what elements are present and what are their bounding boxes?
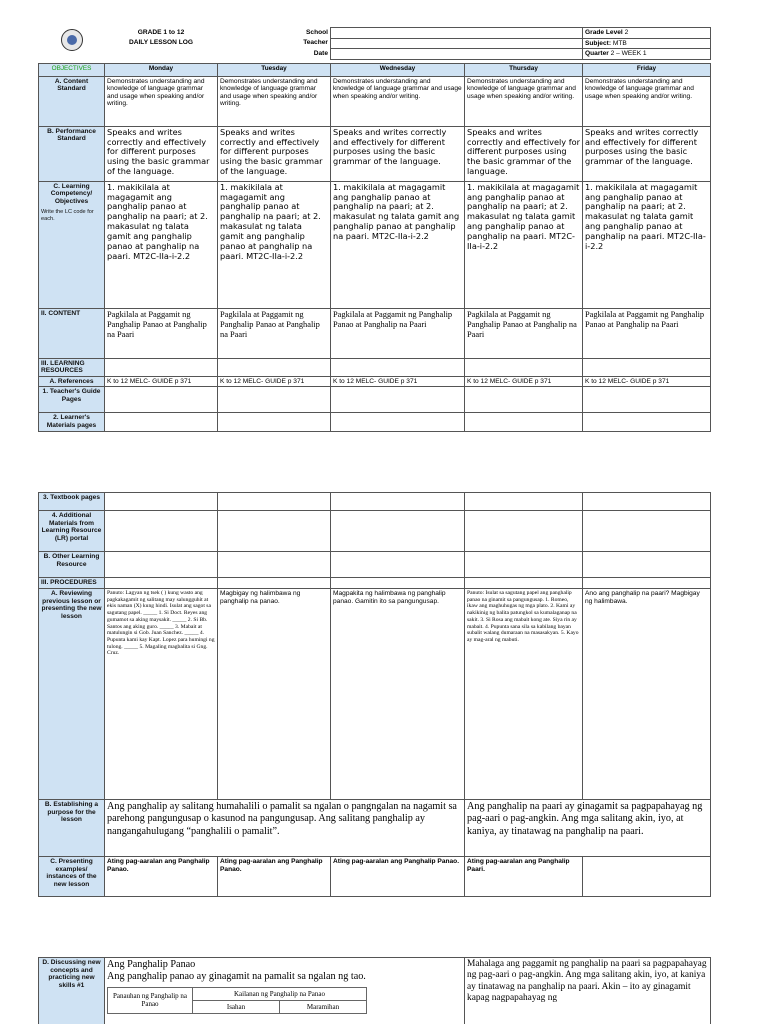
quarter-label: Quarter: [585, 50, 609, 58]
learning-competency-cell: [39, 181, 105, 308]
deped-logo-cell: [39, 28, 105, 64]
day-tuesday: Tuesday: [218, 63, 331, 76]
kailanan-header: Kailanan ng Panghalip na Panao: [193, 987, 367, 1000]
review-thu: Panuto: Isulat sa sagutang papel ang panghalip panao na ginamit sa pangungusap. 1. Romeo, ikaw ang maghuhugas ng mga plato. 2. Kami ay nakikinig ng balita patungkol sa kumalaganap na sakit. 3. Si Rosa ang mabait kong ate. Siya rin ay mabait. 4. Pupunta sana sila sa kabilang bayan subalit walang dumaraan na masasakyan. 5. Kayo ay mag-aral ng mabuti.: [465, 589, 583, 800]
presenting-label: C. Presenting examples/ instances of the new lesson: [39, 857, 105, 897]
deped-seal-icon: [61, 29, 83, 51]
discussing-intro: Ang panghalip panao ay ginagamit na pamalit sa ngalan ng tao.: [107, 971, 366, 983]
objectives-header: OBJECTIVES: [39, 63, 105, 76]
dll-table-part-1: [38, 27, 711, 432]
grade-level-value: 2: [624, 29, 629, 36]
grade-level-row: [583, 28, 711, 39]
competency-thu: 1. makikilala at magagamit ang panghalip panao at panghalip na paari; at 2. makasulat ng talata gamit ang panghalip panao at panghalip na paari. MT2C-IIa-i-2.2: [465, 181, 583, 308]
content-mon: Pagkilala at Paggamit ng Panghalip Panao at Panghalip na Paari: [105, 308, 218, 358]
establishing-label: B. Establishing a purpose for the lesson: [39, 800, 105, 857]
date-label: Date: [313, 49, 328, 57]
review-tue: Magbigay ng halimbawa ng panghalip na panao.: [218, 589, 331, 800]
discussing-title: Ang Panghalip Panao: [107, 959, 196, 970]
subject-row: [583, 38, 711, 49]
content-standard-mon: Demonstrates understanding and knowledge of language grammar and usage when speaking and/or writing.: [105, 76, 218, 126]
review-fri: Ano ang panghalip na paari? Magbigay ng halimbawa.: [583, 589, 711, 800]
subject-label: Subject:: [585, 39, 612, 47]
performance-standard-wed: Speaks and writes correctly and effectively for different purposes using the basic grammar of the language.: [331, 126, 465, 181]
content-label: II. CONTENT: [39, 308, 105, 358]
teacher-value[interactable]: [331, 38, 583, 49]
performance-standard-thu: Speaks and writes correctly and effectively for different purposes using the basic grammar of the language.: [465, 126, 583, 181]
textbook-label: 3. Textbook pages: [39, 493, 105, 511]
review-mon: Panuto: Lagyan ng tsek ( ) kung wasto ang pagkakagamit ng salitang may salungguhit at ekis naman (X) kung hindi. Isulat ang sagot sa sagutang papel. _____ 1. Si Doct. Reyes ang gumamot sa aking maysakit. _____ 2. Si Bb. Santos ang aking guro. _____ 3. Mabait at matulungin si Gob. Juan Sanchez. _____ 4. Pupunta kami kay Kapt. Lopez para humingi ng tulong. _____ 5. Magaling magbalita si Gng. Cruz.: [105, 589, 218, 800]
teacher-label: Teacher: [303, 39, 328, 47]
performance-standard-mon: Speaks and writes correctly and effectively for different purposes using the basic grammar of the language.: [105, 126, 218, 181]
school-label: School: [306, 28, 328, 36]
learning-resources-label: III. LEARNING RESOURCES: [39, 358, 105, 376]
reference-mon: K to 12 MELC- GUIDE p 371: [105, 376, 218, 387]
competency-tue: 1. makikilala at magagamit ang panghalip panao at panghalip na paari; at 2. makasulat ng talata gamit ang panghalip panao at panghalip na paari. MT2C-IIa-i-2.2: [218, 181, 331, 308]
learners-materials-label: 2. Learner's Materials pages: [39, 413, 105, 431]
discussing-panao: [105, 958, 465, 1024]
content-standard-thu: Demonstrates understanding and knowledge of language grammar and usage when speaking and/or writing.: [465, 76, 583, 126]
quarter-value: 2 – WEEK 1: [610, 50, 647, 58]
discussing-label: D. Discussing new concepts and practicing new skills #1: [39, 958, 105, 1024]
date-value[interactable]: [331, 49, 583, 60]
discussing-paari: Mahalaga ang paggamit ng panghalip na paari sa pagpapahayag ng pag-aari o pag-angkin. Ang mga salitang akin, iyo, at kaniya ay tinatawag na panghalip na paari. Akin – ito ay ginagamit kapag nagpapahayag ng: [465, 958, 711, 1024]
performance-standard-fri: Speaks and writes correctly and effectively for different purposes using the basic grammar of the language.: [583, 126, 711, 181]
content-thu: Pagkilala at Paggamit ng Panghalip Panao at Panghalip na Paari: [465, 308, 583, 358]
content-tue: Pagkilala at Paggamit ng Panghalip Panao at Panghalip na Paari: [218, 308, 331, 358]
reference-wed: K to 12 MELC- GUIDE p 371: [331, 376, 465, 387]
dll-table-part-2: [38, 492, 711, 897]
content-fri: Pagkilala at Paggamit ng Panghalip Panao at Panghalip na Paari: [583, 308, 711, 358]
day-friday: Friday: [583, 63, 711, 76]
competency-wed: 1. makikilala at magagamit ang panghalip panao at panghalip na paari; at 2. makasulat ng talata gamit ang panghalip panao at panghalip na paari. MT2C-IIa-i-2.2: [331, 181, 465, 308]
quarter-row: [583, 49, 711, 60]
performance-standard-label: B. Performance Standard: [39, 126, 105, 181]
establishing-panao: Ang panghalip ay salitang humahalili o pamalit sa ngalan o pangngalan na nagamit sa parehong pangungusap o kasunod na pangungusap. Ang salitang panghalip ay nangangahulugang “panghalili o pamalit”.: [105, 800, 465, 857]
references-label: A. References: [39, 376, 105, 387]
subject-value: MTB: [612, 39, 627, 47]
establishing-paari: Ang panghalip na paari ay ginagamit sa pagpapahayag ng pag-aari o pag-angkin. Ang mga salitang akin, iyo, at kaniya, ay tinatawag na panghalip na paari.: [465, 800, 711, 857]
competency-fri: 1. makikilala at magagamit ang panghalip panao at panghalip na paari; at 2. makasulat ng talata gamit ang panghalip panao at panghalip na paari. MT2C-IIa-i-2.2: [583, 181, 711, 308]
reviewing-label: A. Reviewing previous lesson or presenting the new lesson: [39, 589, 105, 800]
page-2: [0, 440, 768, 940]
maramihan-header: Maramihan: [280, 1000, 367, 1013]
content-standard-fri: Demonstrates understanding and knowledge of language grammar and usage when speaking and/or writing.: [583, 76, 711, 126]
other-resources-label: B. Other Learning Resource: [39, 552, 105, 578]
reference-tue: K to 12 MELC- GUIDE p 371: [218, 376, 331, 387]
teachers-guide-label: 1. Teacher's Guide Pages: [39, 387, 105, 413]
day-thursday: Thursday: [465, 63, 583, 76]
isahan-header: Isahan: [193, 1000, 280, 1013]
lc-code-note: Write the LC code for each.: [41, 209, 94, 222]
panauhan-header: Panauhan ng Panghalip na Panao: [108, 987, 193, 1013]
presenting-mon: Ating pag-aaralan ang Panghalip Panao.: [105, 857, 218, 897]
competency-mon: 1. makikilala at magagamit ang panghalip panao at panghalip na paari; at 2. makasulat ng talata gamit ang panghalip panao at panghalip na paari. MT2C-IIa-i-2.2: [105, 181, 218, 308]
page-1: [0, 0, 768, 440]
content-standard-wed: Demonstrates understanding and knowledge of language grammar and usage when speaking and/or writing.: [331, 76, 465, 126]
presenting-tue: Ating pag-aaralan ang Panghalip Panao.: [218, 857, 331, 897]
day-wednesday: Wednesday: [331, 63, 465, 76]
day-monday: Monday: [105, 63, 218, 76]
grade-level-label: Grade Level: [585, 29, 623, 36]
performance-standard-tue: Speaks and writes correctly and effectively for different purposes using the basic grammar of the language.: [218, 126, 331, 181]
content-wed: Pagkilala at Paggamit ng Panghalip Panao at Panghalip na Paari: [331, 308, 465, 358]
reference-fri: K to 12 MELC- GUIDE p 371: [583, 376, 711, 387]
grade-title: GRADE 1 to 12: [137, 28, 185, 36]
content-standard-label: A. Content Standard: [39, 76, 105, 126]
page-3: [0, 955, 768, 1024]
dll-table-part-3: [38, 957, 711, 1024]
learning-competency-label: C. Learning Competency/ Objectives: [50, 182, 93, 205]
panghalip-table: [107, 987, 367, 1014]
content-standard-tue: Demonstrates understanding and knowledge of language grammar and usage when speaking and/or writing.: [218, 76, 331, 126]
additional-materials-label: 4. Additional Materials from Learning Resource (LR) portal: [39, 511, 105, 552]
reference-thu: K to 12 MELC- GUIDE p 371: [465, 376, 583, 387]
school-value[interactable]: [331, 28, 583, 39]
review-wed: Magpakita ng halimbawa ng panghalip panao. Gamitin ito sa pangungusap.: [331, 589, 465, 800]
procedures-label: III. PROCEDURES: [39, 578, 105, 589]
log-title: DAILY LESSON LOG: [128, 39, 194, 47]
presenting-fri: [583, 857, 711, 897]
presenting-thu: Ating pag-aaralan ang Panghalip Paari.: [465, 857, 583, 897]
presenting-wed: Ating pag-aaralan ang Panghalip Panao.: [331, 857, 465, 897]
